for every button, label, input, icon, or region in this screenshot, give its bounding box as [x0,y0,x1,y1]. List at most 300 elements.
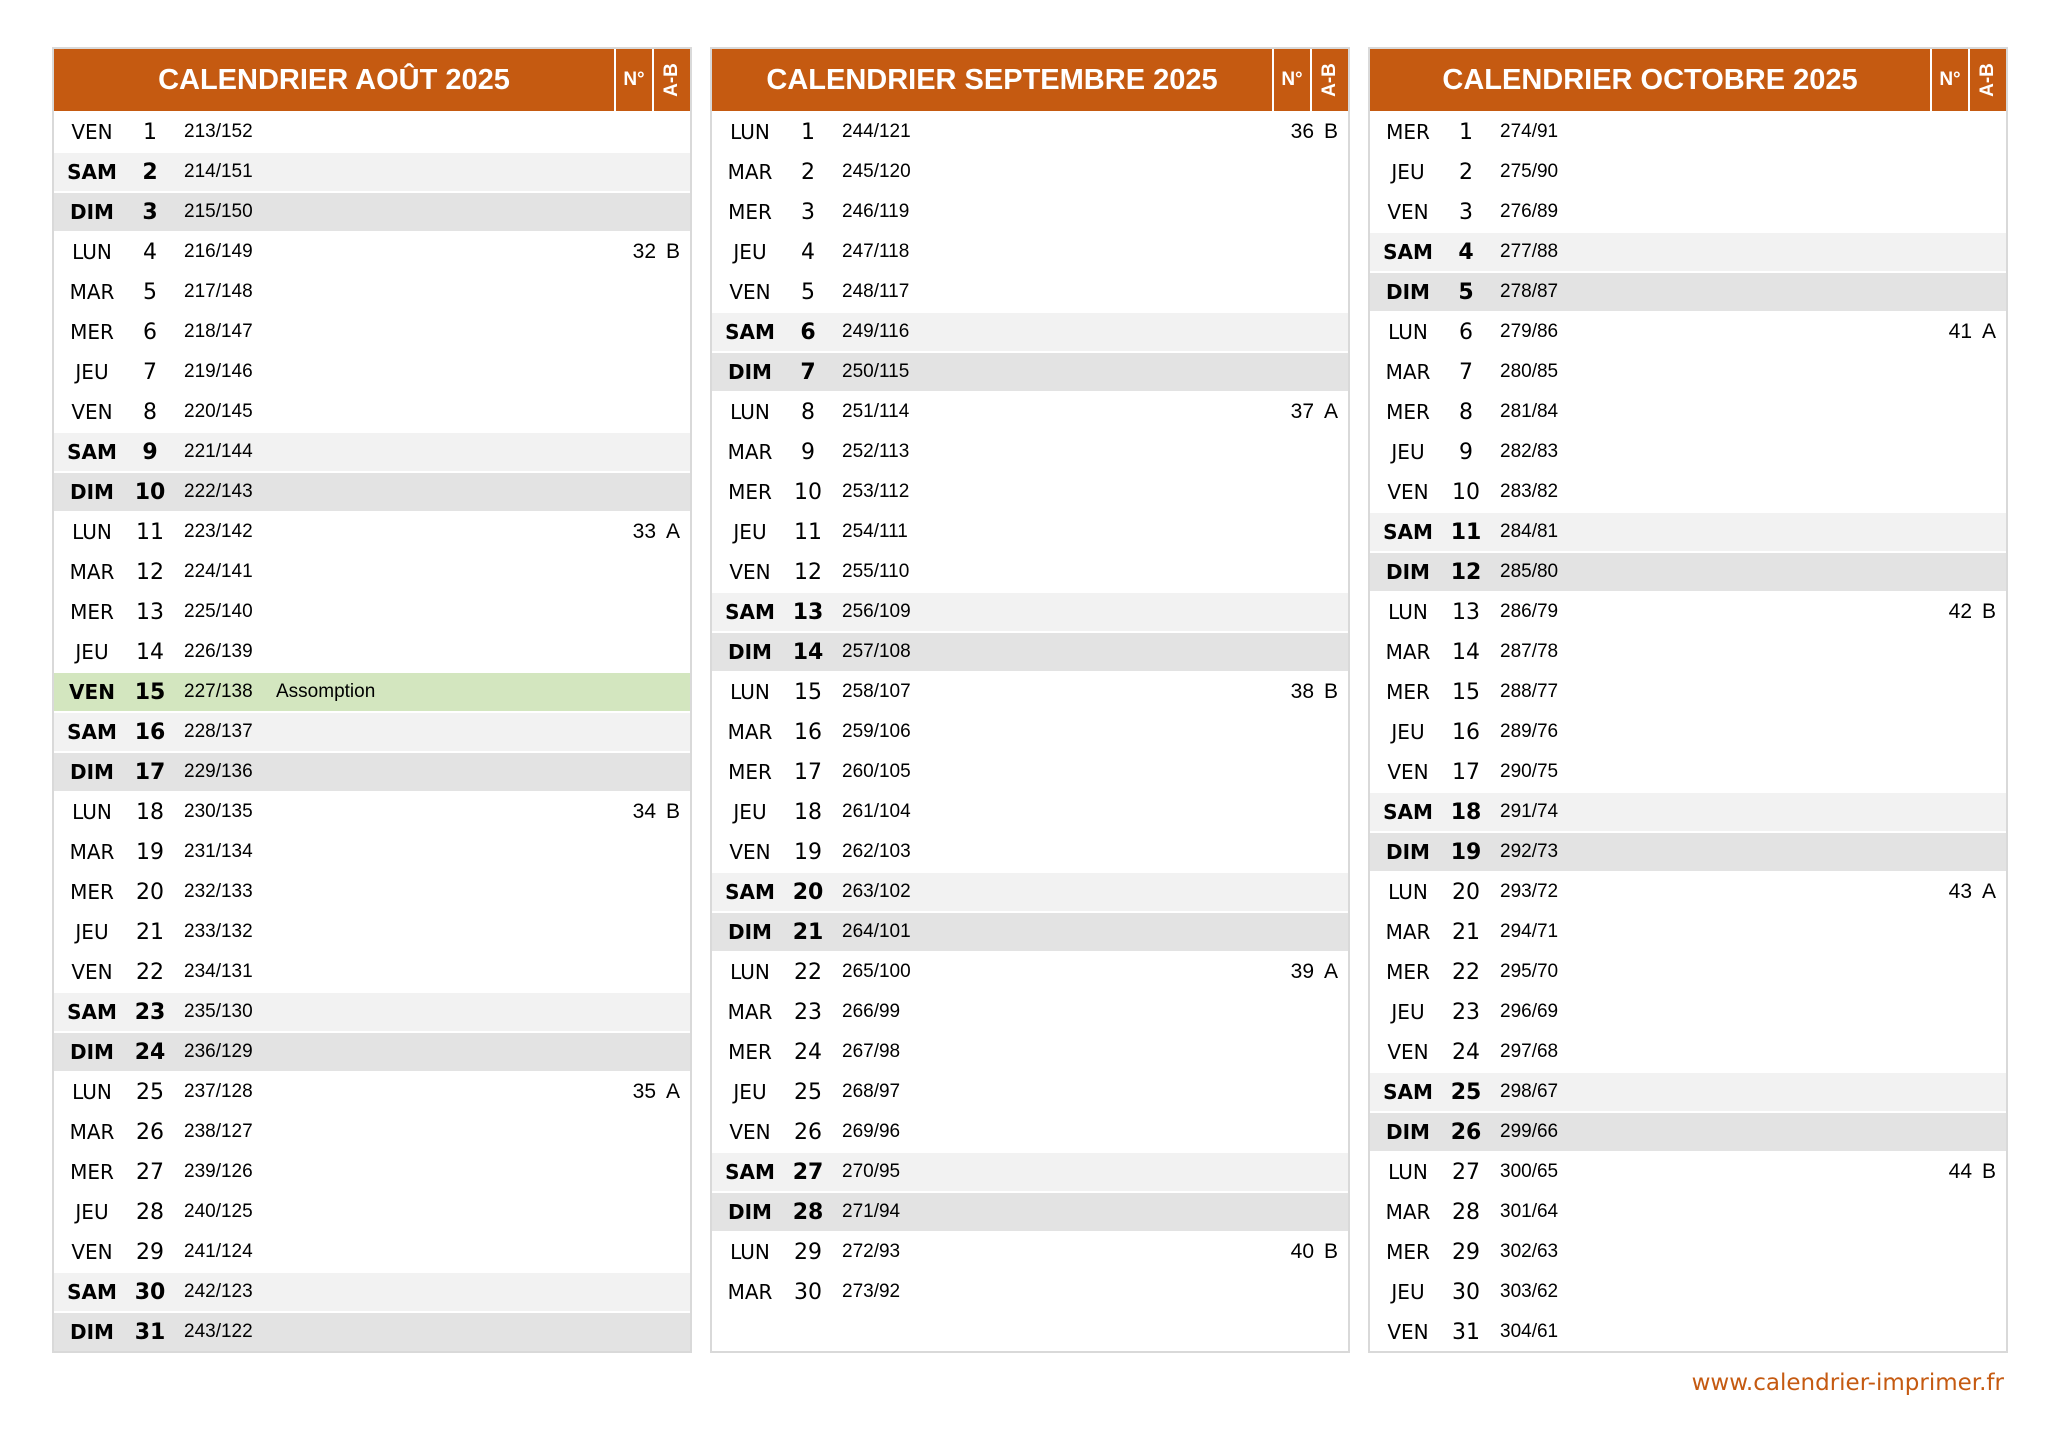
weekday-label: MER [70,880,114,904]
weekday-label: LUN [1388,880,1428,904]
weekday-label: JEU [75,360,109,384]
day-of-year: 286/79 [1500,601,1559,622]
weekday-label: JEU [75,640,109,664]
calendar-month-august [52,47,692,1353]
day-number: 1 [801,119,815,145]
weekday-label: JEU [1391,160,1425,184]
ab-week: B [665,800,680,823]
weekday-label: VEN [71,1240,113,1264]
day-row [54,1111,690,1151]
day-of-year: 252/113 [842,441,910,462]
day-number: 15 [134,679,166,705]
day-row [54,1031,690,1071]
day-of-year: 218/147 [184,321,253,342]
day-of-year: 248/117 [842,281,910,302]
day-row [54,111,690,151]
day-number: 23 [134,999,166,1025]
day-row [54,831,690,871]
day-of-year: 270/95 [842,1161,901,1182]
day-of-year: 299/66 [1500,1121,1559,1142]
weekday-label: MAR [727,1280,773,1304]
weekday-label: DIM [1386,560,1430,584]
ab-week: B [1323,680,1338,703]
day-of-year: 279/86 [1500,321,1559,342]
day-number: 2 [1459,159,1473,185]
day-number: 27 [792,1159,824,1185]
weekday-label: VEN [729,280,771,304]
day-of-year: 289/76 [1500,721,1559,742]
weekday-label: LUN [1388,1160,1428,1184]
day-row [1370,831,2006,871]
day-row [712,511,1348,551]
day-row [712,671,1348,711]
day-number: 20 [792,879,824,905]
day-row [54,391,690,431]
weekday-label: DIM [728,640,772,664]
day-of-year: 251/114 [842,401,910,422]
day-row [712,831,1348,871]
day-number: 20 [1452,879,1480,905]
day-of-year: 297/68 [1500,1041,1559,1062]
day-row [1370,391,2006,431]
day-row [1370,951,2006,991]
ab-week-header: A-B [1968,49,2006,111]
weekday-label: LUN [1388,600,1428,624]
day-of-year: 287/78 [1500,641,1559,662]
day-row [54,311,690,351]
day-number: 4 [1458,239,1474,265]
weekday-label: MER [728,1040,772,1064]
weekday-label: DIM [728,920,772,944]
day-number: 11 [1450,519,1482,545]
weekday-label: MAR [69,1120,115,1144]
weekday-label: SAM [1383,520,1433,544]
day-row [54,871,690,911]
day-of-year: 283/82 [1500,481,1559,502]
day-number: 24 [134,1039,166,1065]
weekday-label: DIM [70,760,114,784]
weekday-label: MER [70,1160,114,1184]
day-number: 1 [1459,119,1473,145]
day-row [712,991,1348,1031]
weekday-label: LUN [730,120,770,144]
day-of-year: 267/98 [842,1041,901,1062]
day-row [712,1231,1348,1271]
week-number: 35 [632,1080,656,1103]
day-row [1370,271,2006,311]
weekday-label: MER [728,760,772,784]
week-number: 37 [1290,400,1314,423]
day-number: 17 [1452,759,1480,785]
weekday-label: SAM [1383,800,1433,824]
day-of-year: 221/144 [184,441,253,462]
weekday-label: MER [1386,120,1430,144]
day-of-year: 236/129 [184,1041,253,1062]
day-row [54,511,690,551]
day-number: 24 [1452,1039,1480,1065]
weekday-label: DIM [70,200,114,224]
day-row [712,391,1348,431]
weekday-label: VEN [1387,1040,1429,1064]
weekday-label: SAM [67,440,117,464]
day-number: 6 [143,319,157,345]
day-row [712,751,1348,791]
day-of-year: 223/142 [184,521,253,542]
ab-week: B [1981,1160,1996,1183]
day-of-year: 255/110 [842,561,910,582]
weekday-label: JEU [75,1200,109,1224]
weekday-label: VEN [71,120,113,144]
day-number: 14 [136,639,164,665]
day-row [712,111,1348,151]
day-row [712,1191,1348,1231]
day-of-year: 261/104 [842,801,911,822]
day-of-year: 271/94 [842,1201,901,1222]
day-of-year: 296/69 [1500,1001,1559,1022]
day-of-year: 280/85 [1500,361,1559,382]
day-row [1370,231,2006,271]
day-row [54,271,690,311]
day-of-year: 250/115 [842,361,910,382]
day-number: 8 [143,399,157,425]
week-number: 40 [1290,1240,1314,1263]
day-number: 16 [794,719,822,745]
week-number-header: N° [614,49,652,111]
day-of-year: 302/63 [1500,1241,1559,1262]
day-row [712,1031,1348,1071]
day-of-year: 232/133 [184,881,253,902]
day-row [1370,671,2006,711]
weekday-label: VEN [1387,1320,1429,1344]
day-of-year: 257/108 [842,641,911,662]
day-of-year: 268/97 [842,1081,901,1102]
weekday-label: MER [70,320,114,344]
week-number: 36 [1290,120,1314,143]
weekday-label: JEU [733,800,767,824]
day-row [1370,351,2006,391]
day-number: 26 [1450,1119,1482,1145]
ab-week-header: A-B [1310,49,1348,111]
day-number: 13 [1452,599,1480,625]
day-number: 13 [792,599,824,625]
day-number: 19 [136,839,164,865]
weekday-label: LUN [72,240,112,264]
day-number: 14 [1452,639,1480,665]
day-of-year: 219/146 [184,361,253,382]
day-row [1370,1031,2006,1071]
week-number-header: N° [1930,49,1968,111]
day-of-year: 214/151 [184,161,253,182]
month-title: CALENDRIER OCTOBRE 2025 [1442,63,1858,96]
week-number: 39 [1290,960,1314,983]
weekday-label: VEN [729,1120,771,1144]
day-of-year: 260/105 [842,761,911,782]
day-of-year: 237/128 [184,1081,253,1102]
day-of-year: 254/111 [842,521,908,542]
month-header [712,49,1348,111]
weekday-label: DIM [728,360,772,384]
day-rows [712,111,1348,1351]
day-number: 29 [136,1239,164,1265]
day-of-year: 228/137 [184,721,253,742]
weekday-label: MER [1386,680,1430,704]
day-row [1370,791,2006,831]
day-number: 7 [1459,359,1473,385]
week-number: 32 [632,240,656,263]
day-of-year: 288/77 [1500,681,1559,702]
day-row [54,991,690,1031]
day-number: 30 [794,1279,822,1305]
day-number: 28 [1452,1199,1480,1225]
day-row [712,871,1348,911]
calendar-month-september [710,47,1350,1353]
weekday-label: MAR [1385,640,1431,664]
day-number: 6 [800,319,816,345]
day-number: 29 [794,1239,822,1265]
day-row [54,791,690,831]
day-of-year: 301/64 [1500,1201,1559,1222]
day-of-year: 239/126 [184,1161,253,1182]
day-of-year: 266/99 [842,1001,901,1022]
day-row [1370,1311,2006,1351]
ab-week-header: A-B [652,49,690,111]
day-row [1370,1271,2006,1311]
ab-week: B [1323,120,1338,143]
holiday-note: Assomption [276,681,376,702]
day-row [54,151,690,191]
day-row [712,151,1348,191]
ab-week: B [1323,1240,1338,1263]
ab-week: B [665,240,680,263]
week-number-header: N° [1272,49,1310,111]
weekday-label: DIM [70,1040,114,1064]
day-number: 13 [136,599,164,625]
weekday-label: JEU [733,240,767,264]
weekday-label: SAM [725,600,775,624]
day-number: 29 [1452,1239,1480,1265]
ab-week: A [1323,960,1338,983]
weekday-label: LUN [730,400,770,424]
day-row [54,351,690,391]
weekday-label: LUN [1388,320,1428,344]
weekday-label: MAR [69,560,115,584]
day-rows [1370,111,2006,1351]
day-number: 28 [136,1199,164,1225]
day-of-year: 295/70 [1500,961,1559,982]
day-row [54,1191,690,1231]
day-number: 10 [1452,479,1480,505]
weekday-label: MAR [727,1000,773,1024]
day-of-year: 272/93 [842,1241,901,1262]
day-row [54,951,690,991]
day-of-year: 235/130 [184,1001,253,1022]
day-number: 25 [1450,1079,1482,1105]
day-number: 3 [1459,199,1473,225]
weekday-label: DIM [70,480,114,504]
weekday-label: DIM [70,1320,114,1344]
day-row [54,1071,690,1111]
day-row [712,951,1348,991]
day-of-year: 290/75 [1500,761,1559,782]
weekday-label: SAM [725,880,775,904]
day-row [1370,111,2006,151]
weekday-label: DIM [1386,1120,1430,1144]
month-title: CALENDRIER AOÛT 2025 [158,63,510,96]
day-of-year: 213/152 [184,121,253,142]
day-row [54,1151,690,1191]
day-row [1370,551,2006,591]
day-number: 22 [794,959,822,985]
weekday-label: JEU [1391,1280,1425,1304]
ab-week: A [1981,320,1996,343]
week-number: 33 [632,520,656,543]
weekday-label: LUN [730,680,770,704]
day-of-year: 230/135 [184,801,253,822]
day-of-year: 300/65 [1500,1161,1559,1182]
weekday-label: VEN [1387,480,1429,504]
weekday-label: JEU [733,1080,767,1104]
day-row [712,311,1348,351]
weekday-label: MAR [69,840,115,864]
day-number: 5 [143,279,157,305]
day-number: 12 [794,559,822,585]
ab-week: A [665,1080,680,1103]
calendar-month-october [1368,47,2008,1353]
day-number: 5 [1458,279,1474,305]
day-of-year: 298/67 [1500,1081,1559,1102]
ab-week: A [1981,880,1996,903]
weekday-label: SAM [1383,240,1433,264]
day-of-year: 241/124 [184,1241,253,1262]
day-row [1370,511,2006,551]
weekday-label: JEU [1391,1000,1425,1024]
day-of-year: 291/74 [1500,801,1559,822]
day-row [1370,1231,2006,1271]
day-of-year: 215/150 [184,201,253,222]
empty-row [712,1311,1348,1351]
day-number: 8 [1459,399,1473,425]
weekday-label: VEN [729,840,771,864]
day-number: 22 [136,959,164,985]
day-number: 5 [801,279,815,305]
weekday-label: MER [728,200,772,224]
day-of-year: 274/91 [1500,121,1559,142]
day-number: 18 [794,799,822,825]
day-row [1370,1151,2006,1191]
day-row [54,551,690,591]
day-row [712,631,1348,671]
weekday-label: DIM [1386,280,1430,304]
day-number: 14 [792,639,824,665]
day-of-year: 259/106 [842,721,911,742]
day-number: 31 [134,1319,166,1345]
day-number: 8 [801,399,815,425]
day-row [1370,631,2006,671]
day-number: 19 [794,839,822,865]
day-of-year: 249/116 [842,321,910,342]
weekday-label: LUN [730,1240,770,1264]
day-row [54,231,690,271]
week-number: 34 [632,800,656,823]
day-of-year: 243/122 [184,1321,253,1342]
weekday-label: MAR [1385,1200,1431,1224]
day-number: 25 [794,1079,822,1105]
weekday-label: JEU [1391,720,1425,744]
day-row [712,911,1348,951]
weekday-label: MAR [727,440,773,464]
day-number: 2 [142,159,158,185]
weekday-label: MAR [69,280,115,304]
day-row [712,791,1348,831]
day-row [712,1111,1348,1151]
day-of-year: 227/138 [184,681,253,702]
website-link[interactable]: www.calendrier-imprimer.fr [1691,1370,2004,1396]
month-title: CALENDRIER SEPTEMBRE 2025 [766,63,1218,96]
day-of-year: 220/145 [184,401,253,422]
day-number: 3 [801,199,815,225]
day-of-year: 285/80 [1500,561,1559,582]
day-number: 24 [794,1039,822,1065]
day-of-year: 256/109 [842,601,911,622]
weekday-label: VEN [71,400,113,424]
day-number: 3 [142,199,158,225]
day-row [1370,751,2006,791]
ab-week: B [1981,600,1996,623]
day-row [54,671,690,711]
weekday-label: VEN [1387,760,1429,784]
day-number: 17 [794,759,822,785]
day-number: 21 [1452,919,1480,945]
day-number: 31 [1452,1319,1480,1345]
day-of-year: 247/118 [842,241,910,262]
day-number: 4 [801,239,815,265]
day-of-year: 242/123 [184,1281,253,1302]
day-row [712,1151,1348,1191]
day-of-year: 294/71 [1500,921,1559,942]
day-number: 4 [143,239,157,265]
day-of-year: 244/121 [842,121,911,142]
day-row [54,711,690,751]
weekday-label: MAR [727,720,773,744]
day-row [712,591,1348,631]
day-of-year: 278/87 [1500,281,1559,302]
day-of-year: 263/102 [842,881,911,902]
weekday-label: SAM [725,320,775,344]
day-row [712,271,1348,311]
day-row [1370,311,2006,351]
day-number: 9 [1459,439,1473,465]
day-row [712,1271,1348,1311]
day-number: 30 [134,1279,166,1305]
day-number: 22 [1452,959,1480,985]
day-of-year: 284/81 [1500,521,1559,542]
day-row [1370,431,2006,471]
weekday-label: JEU [733,520,767,544]
day-number: 9 [142,439,158,465]
day-row [54,1311,690,1351]
day-row [712,191,1348,231]
day-number: 15 [1452,679,1480,705]
day-number: 20 [136,879,164,905]
day-number: 16 [1452,719,1480,745]
day-row [712,551,1348,591]
weekday-label: LUN [730,960,770,984]
weekday-label: MAR [1385,920,1431,944]
day-number: 10 [134,479,166,505]
weekday-label: MER [1386,1240,1430,1264]
weekday-label: VEN [69,680,115,704]
day-row [1370,1071,2006,1111]
